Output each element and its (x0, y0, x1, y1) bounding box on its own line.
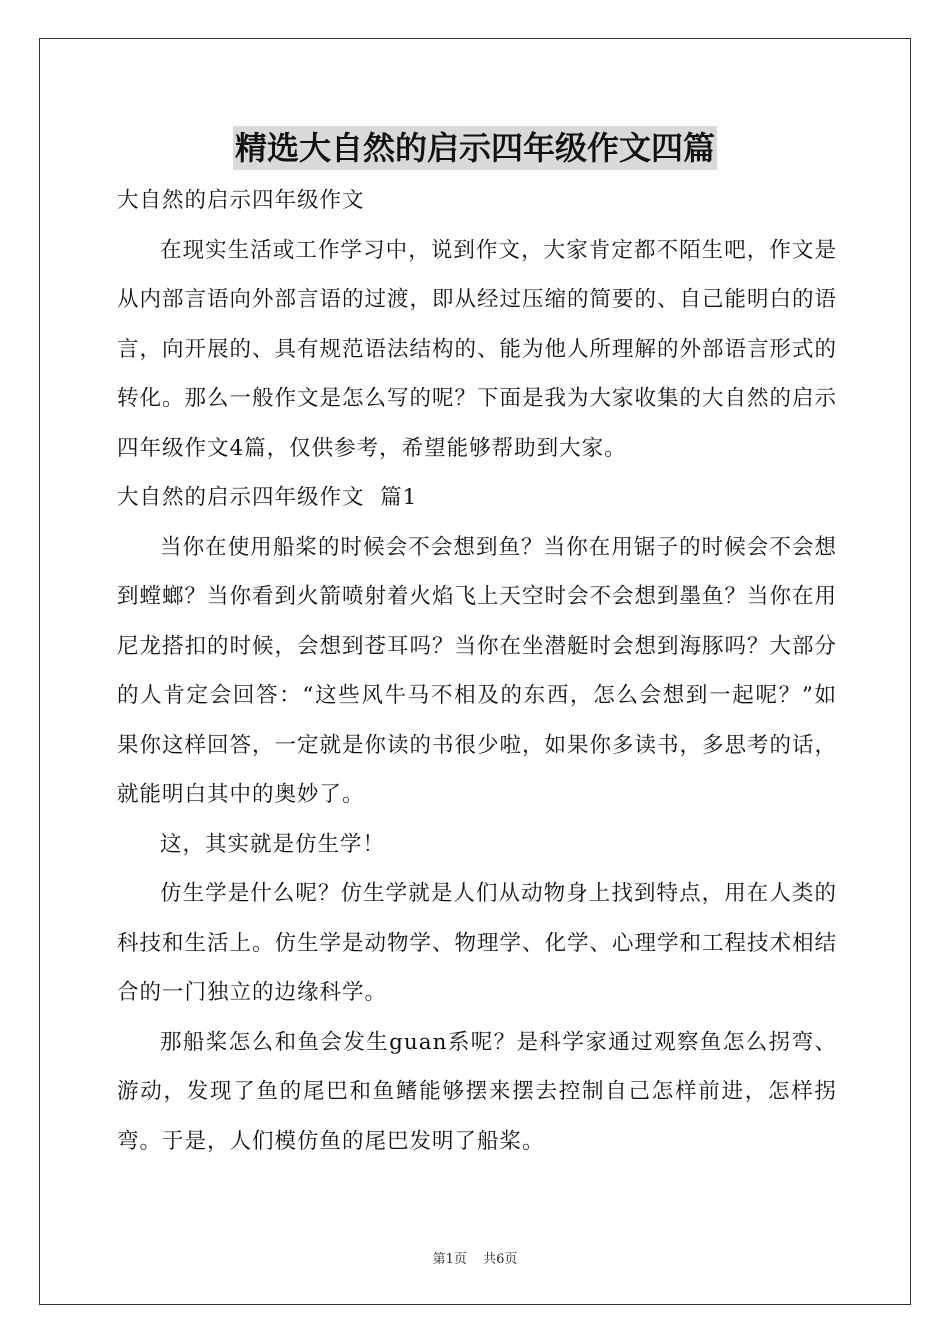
page-total: 共6页 (483, 1252, 518, 1267)
paragraph: 大自然的启示四年级作文 篇1 (117, 485, 418, 510)
paragraph: 那船桨怎么和鱼会发生guan系呢？是科学家通过观察鱼怎么拐弯、游动，发现了鱼的尾巴和鱼鳍能够摆来摆去控制自己怎样前进，怎样拐弯。于是，人们模仿鱼的尾巴发明了船桨。 (117, 1029, 837, 1154)
title-container (0, 126, 950, 170)
page-number: 第1页 (432, 1252, 467, 1267)
paragraph: 在现实生活或工作学习中，说到作文，大家肯定都不陌生吧，作文是从内部言语向外部言语的过渡，即从经过压缩的简要的、自己能明白的语言，向开展的、具有规范语法结构的、能为他人所理解的外部语言形式的转化。那么一般作文是怎么写的呢？下面是我为大家收集的大自然的启示四年级作文4篇，仅供参考，希望能够帮助到大家。 (117, 237, 838, 461)
paragraph: 这，其实就是仿生学！ (160, 831, 386, 857)
document-title: 精选大自然的启示四年级作文四篇 (233, 126, 717, 170)
paragraph: 仿生学是什么呢？仿生学就是人们从动物身上找到特点，用在人类的科技和生活上。仿生学是动物学、物理学、化学、心理学和工程技术相结合的一门独立的边缘科学。 (117, 881, 838, 1005)
paragraph: 当你在使用船桨的时候会不会想到鱼？当你在用锯子的时候会不会想到螳螂？当你看到火箭喷射着火焰飞上天空时会不会想到墨鱼？当你在用尼龙搭扣的时候，会想到苍耳吗？当你在坐潜艇时会想到海豚吗？大部分的人肯定会回答：“这些风牛马不相及的东西，怎么会想到一起呢？”如果你这样回答，一定就是你读的书很少啦，如果你多读书，多思考的话，就能明白其中的奥妙了。 (117, 534, 838, 807)
document-body (117, 176, 837, 1166)
page-footer (0, 1248, 950, 1267)
paragraph: 大自然的启示四年级作文 (117, 188, 365, 213)
